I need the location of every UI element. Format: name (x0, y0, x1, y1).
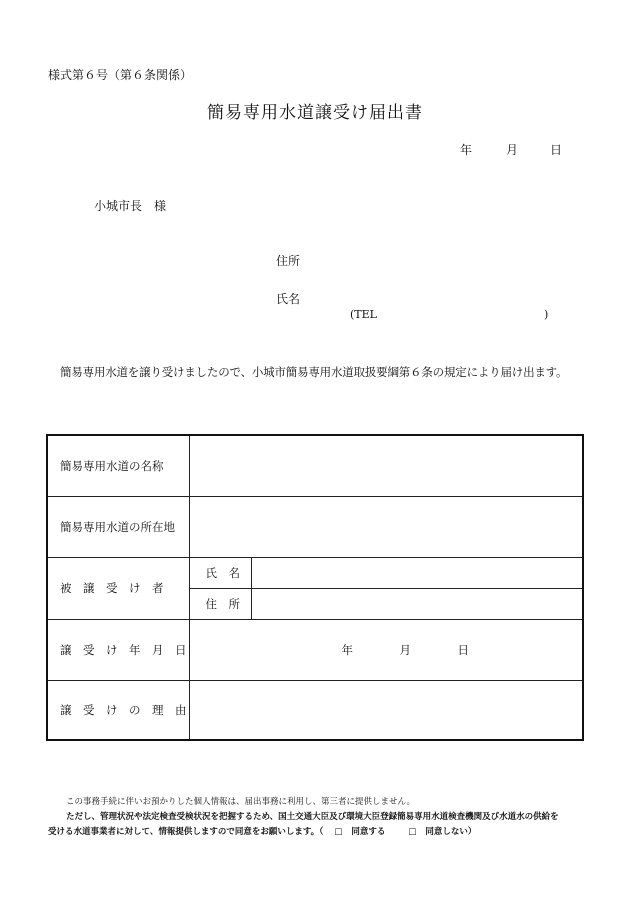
table-row-reason (47, 680, 583, 740)
consent-notice-text: 受ける水道事業者に対して、情報提供しますので同意をお願いします。（ (48, 827, 324, 837)
date-day-label: 日 (550, 143, 563, 157)
transferee-address-field[interactable] (251, 588, 583, 619)
disagree-label: 同意しない） (425, 827, 477, 837)
agree-label: 同意する (351, 827, 386, 837)
disagree-checkbox[interactable]: □ (408, 827, 417, 837)
applicant-name-label: 氏名 (276, 292, 301, 306)
tel-open: (TEL (350, 308, 377, 321)
transferee-name-field[interactable] (251, 557, 583, 588)
transfer-reason-label: 譲 受 け の 理 由 (47, 680, 189, 740)
document-title: 簡易専用水道譲受け届出書 (207, 103, 423, 123)
form-number: 様式第６号（第６条関係） (48, 68, 193, 82)
agree-checkbox[interactable]: □ (334, 827, 343, 837)
details-table (46, 434, 584, 741)
table-row-location (47, 496, 583, 557)
transfer-month-label: 月 (399, 642, 411, 657)
privacy-notice: この事務手続に伴いお預かりした個人情報は、届出事務に利用し、第三者に提供しません。 (66, 797, 416, 807)
transferee-label: 被 譲 受 け 者 (47, 557, 189, 619)
addressee: 小城市長 様 (94, 199, 167, 213)
table-row-name (47, 435, 583, 496)
table-row-transfer-date (47, 619, 583, 680)
transfer-year-label: 年 (341, 642, 353, 657)
waterworks-name-field[interactable] (189, 435, 583, 496)
consent-notice-line1: ただし、管理状況や法定検査受検状況を把握するため、国土交通大臣及び環境大臣登録簡易専用水道検査機関及び水道水の供給を (66, 812, 559, 822)
waterworks-location-field[interactable] (189, 496, 583, 557)
transfer-day-label: 日 (457, 642, 469, 657)
consent-notice-line2 (48, 825, 476, 837)
transfer-reason-field[interactable] (189, 680, 583, 740)
table-row-transferee-name (47, 557, 583, 588)
date-year-label: 年 (460, 143, 473, 157)
transferee-address-label: 住 所 (189, 588, 251, 619)
statement-text: 簡易専用水道を譲り受けましたので、小城市簡易専用水道取扱要綱第６条の規定により届け出ます。 (60, 365, 568, 379)
date-month-label: 月 (506, 143, 519, 157)
transfer-date-label: 譲 受 け 年 月 日 (47, 619, 189, 680)
waterworks-name-label: 簡易専用水道の名称 (47, 435, 189, 496)
transfer-date-field[interactable] (189, 619, 583, 680)
transferee-name-label: 氏 名 (189, 557, 251, 588)
applicant-address-label: 住所 (276, 254, 301, 268)
waterworks-location-label: 簡易専用水道の所在地 (47, 496, 189, 557)
tel-close: ) (544, 308, 549, 321)
